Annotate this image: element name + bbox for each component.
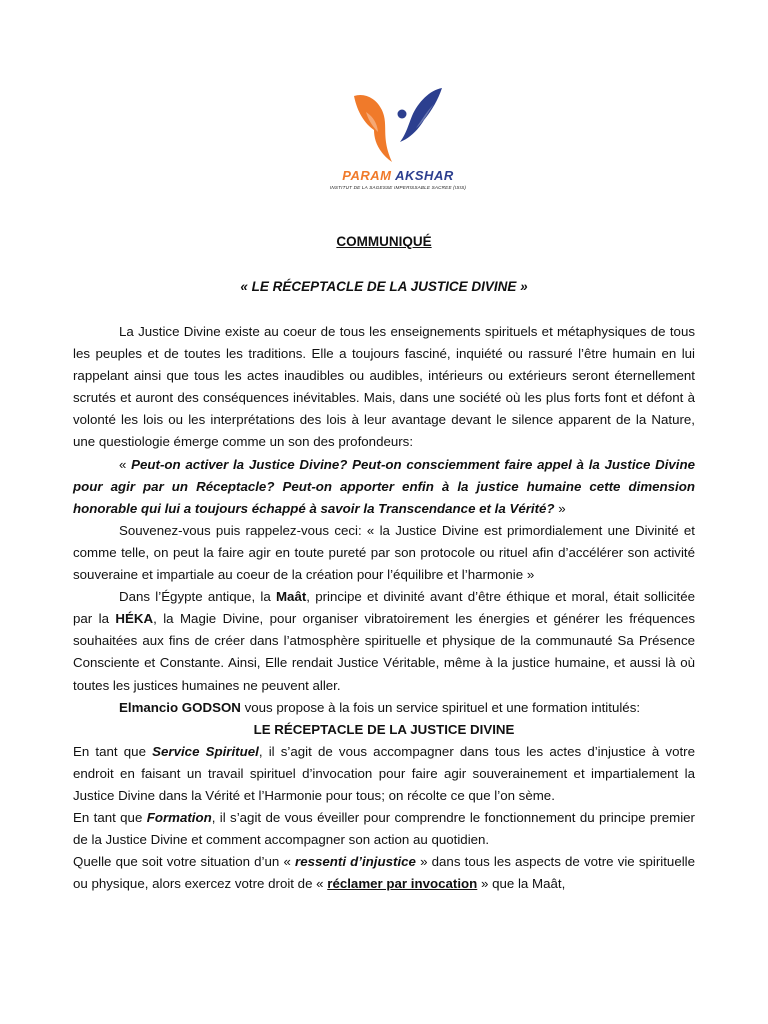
document-title: « LE RÉCEPTACLE DE LA JUSTICE DIVINE » [240,279,528,294]
reclamer-term: réclamer par invocation [327,876,478,892]
paragraph-remember: Souvenez-vous puis rappelez-vous ceci: « la Justice Divine est primordialement une Divinité et comme telle, on peut la faire agir en toute pureté par son protocole ou rituel afin d’accélérer son activité souveraine et impartiale au coeur de la création pour l’équilibre et l’harmonie » [73,522,695,583]
question-open-quote: « [119,456,132,472]
egypt-text-a: Dans l’Égypte antique, la [119,589,276,605]
egypt-text-c: , la Magie Divine, pour organiser vibratoirement les énergies et générer les fréquences souhaitées aux fins de créer dans l’atmosphère spirituelle et physique de la communauté Sa Présence Consciente et Constante. Ainsi, Elle rendait Justice Véritable, même à la justice humaine, et aussi là où toutes les justices humaines ne peuvent aller. [73,611,695,693]
bird-wings-icon [344,82,452,170]
offer-text: vous propose à la fois un service spirituel et une formation intitulés: [240,699,641,715]
brand-name [308,168,488,183]
brand-word-param: PARAM [342,168,392,183]
formation-term: Formation [146,810,212,826]
paragraph-situation [73,851,695,895]
service-term: Service Spirituel [152,743,259,759]
offer-title: LE RÉCEPTACLE DE LA JUSTICE DIVINE [253,721,515,737]
formation-text-a: En tant que [73,810,147,826]
paragraph-offer [73,697,695,719]
egypt-text-b: , principe et divinité avant d’être éthique et moral, était sollicitée par la [73,589,695,627]
situation-text-c: » que la Maât, [477,876,566,892]
brand-word-akshar: AKSHAR [395,168,454,183]
question-close-quote: » [554,500,566,516]
communique-heading: COMMUNIQUÉ [336,234,432,249]
paragraph-service [73,741,695,807]
maat-term: Maât [275,589,307,605]
service-text-b: , il s’agit de vous accompagner dans tous les actes d’injustice à votre endroit en faisant un travail spirituel d’invocation pour faire agir souverainement et impartialement la Justice Divine dans la Vérité et l’Harmonie pour tous; on récolte ce que l’on sème. [73,743,695,803]
question-text: Peut-on activer la Justice Divine? Peut-on consciemment faire appel à la Justice Divine pour agir par un Réceptacle? Peut-on apporter enfin à la justice humaine cette dimension honorable qui lui a toujours échappé à savoir la Transcendance et la Vérité? [73,456,695,516]
situation-text-b: » dans tous les aspects de votre vie spirituelle ou physique, alors exercez votre droit de « [73,854,696,892]
heka-term: HÉKA [115,611,154,627]
paragraph-intro: La Justice Divine existe au coeur de tous les enseignements spirituels et métaphysiques de tous les peuples et de toutes les traditions. Elle a toujours fasciné, inquiété ou rassuré l’être humain en lui rappelant ainsi que tous les actes inaudibles ou audibles, intérieurs ou extérieurs seront éternellement scrutés et auront des conséquences inévitables. Mais, dans une société où les plus forts font et défont à volonté les lois ou les interprétations des lois à leur avantage devant le silence apparent de la Nature, une questiologie émerge comme un son des profondeurs: [73,324,695,450]
paragraph-question [73,454,695,520]
brand-tagline: INSTITUT DE LA SAGESSE IMPERISSABLE SACREE (ISIS) [329,185,467,190]
author-name: Elmancio GODSON [119,699,241,715]
formation-text-b: , il s’agit de vous éveiller pour comprendre le fonctionnement du principe premier de la Justice Divine et comment accompagner son action au quotidien. [73,810,695,848]
ressenti-term: ressenti d’injustice [295,854,416,870]
paragraph-formation [73,807,695,851]
situation-text-a: Quelle que soit votre situation d’un « [73,854,296,870]
param-akshar-logo [308,82,488,200]
document-body [73,321,695,895]
service-text-a: En tant que [73,743,153,759]
paragraph-egypt [73,586,695,696]
